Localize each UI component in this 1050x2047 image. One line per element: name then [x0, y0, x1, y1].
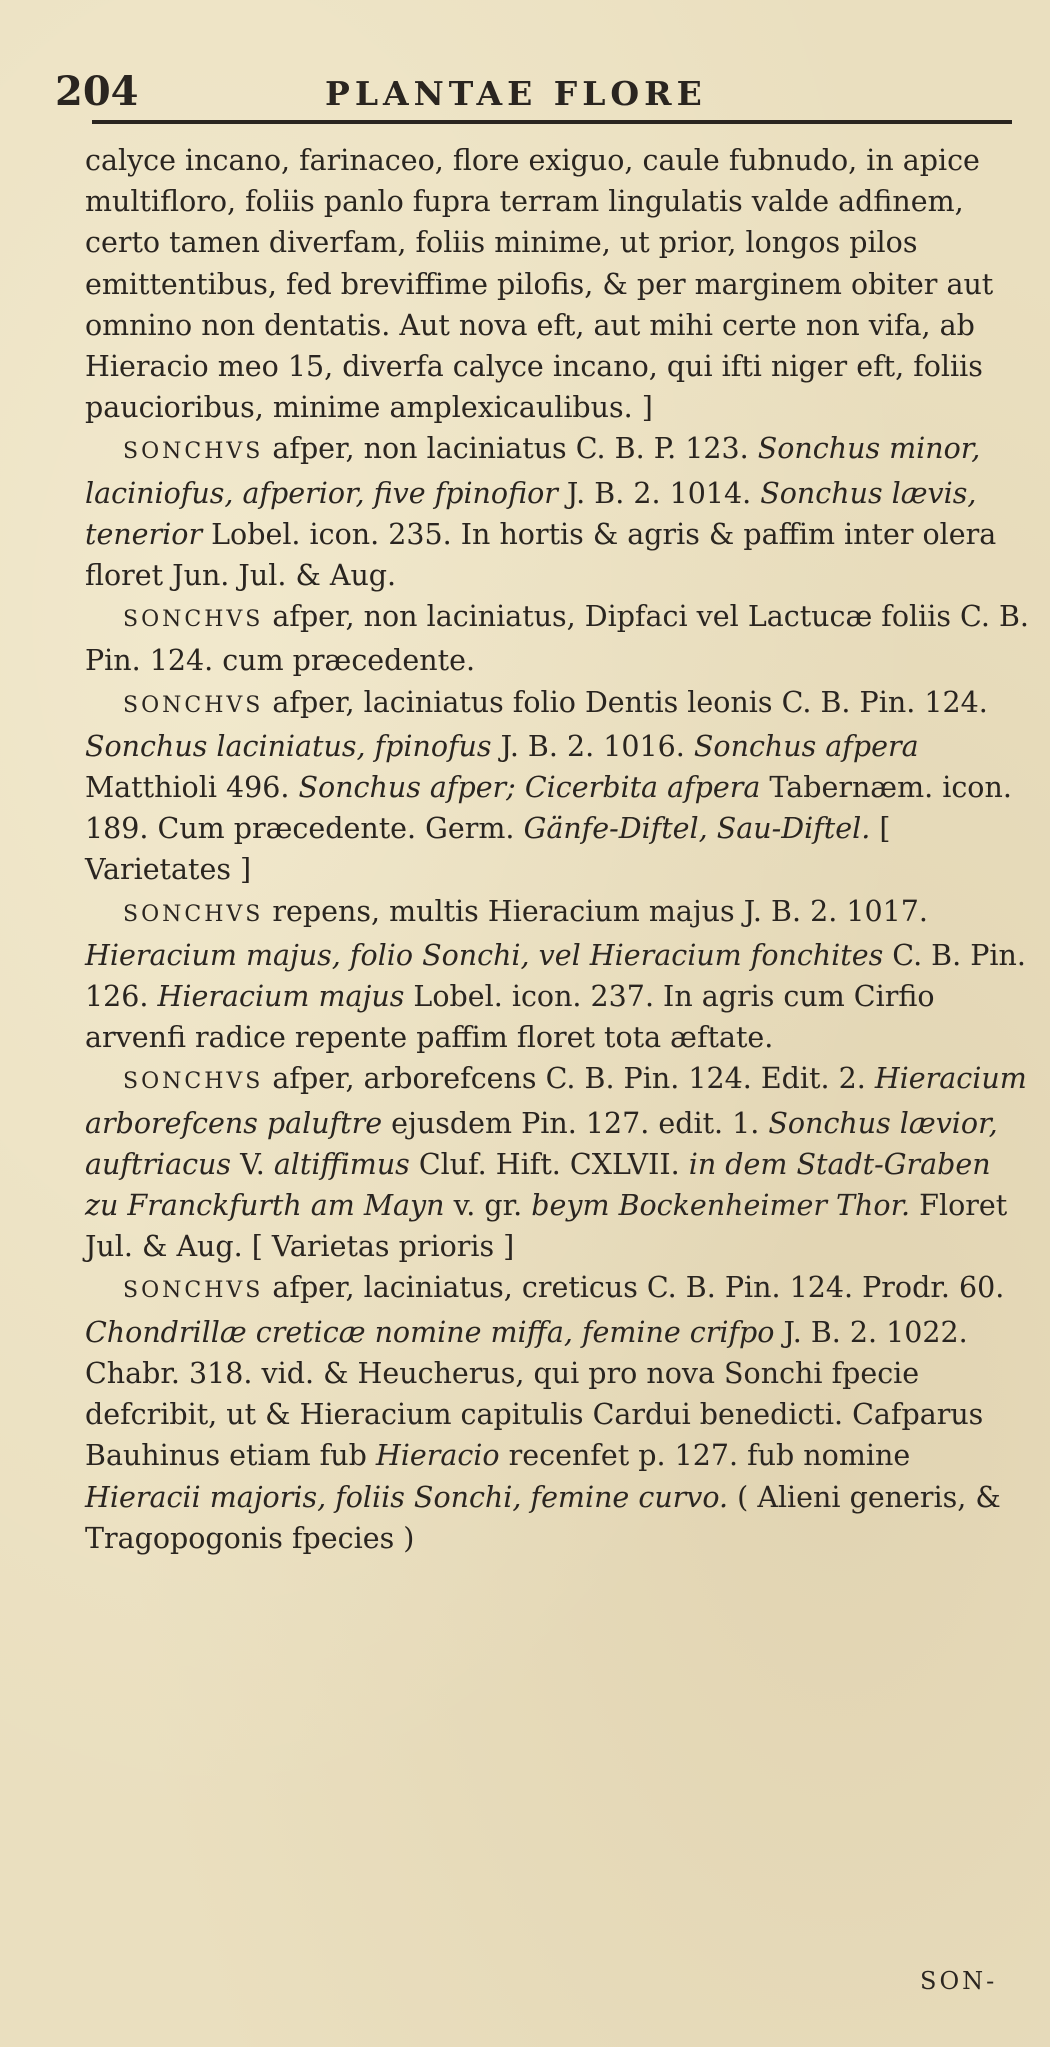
italic-text: Gänfe-Diftel, Sau-Diftel.	[523, 812, 871, 846]
page-body	[85, 140, 1030, 1559]
text-run: ejusdem Pin. 127. edit. 1.	[382, 1106, 769, 1140]
italic-text: Hieracio	[375, 1439, 500, 1473]
text-run: J. B. 2. 1022. Chabr. 318. vid. & Heucherus, qui pro nova Sonchi fpecie defcribit, ut & Hieracium capitulis Cardui benedicti. Cafparus Bauhinus etiam fub	[85, 1315, 984, 1473]
entry-paragraph	[85, 596, 1030, 681]
text-run: [ Varietates ]	[85, 812, 891, 887]
text-run: Matthioli 496.	[85, 771, 299, 805]
italic-text: Chondrillæ creticæ nomine miffa, femine crifpo	[85, 1315, 775, 1349]
text-run: J. B. 2. 1016.	[491, 729, 694, 763]
entry-heading: SONCHVS	[123, 1278, 264, 1304]
text-run: afper, laciniatus, creticus C. B. Pin. 124. Prodr. 60.	[263, 1271, 1005, 1305]
header-rule	[92, 120, 1012, 124]
entry-paragraph	[85, 891, 1030, 1059]
text-run: afper, non laciniatus C. B. P. 123.	[263, 432, 758, 466]
italic-text: Sonchus lævis, tenerior	[85, 476, 977, 551]
italic-text: Hieracium majus, folio Sonchi, vel Hieracium fonchites	[85, 938, 884, 972]
italic-text: in dem Stadt-Graben zu Franckfurth am Mayn	[85, 1147, 991, 1223]
text-run: afper, laciniatus folio Dentis leonis C. B. Pin. 124.	[263, 685, 988, 719]
italic-text: Hieracium arborefcens paluftre	[85, 1062, 1027, 1140]
text-run: Tabernæm. icon. 189. Cum præcedente. Germ.	[85, 771, 1012, 846]
entry-heading: SONCHVS	[123, 901, 264, 927]
entry-heading: SONCHVS	[123, 607, 264, 633]
text-run: V.	[231, 1147, 274, 1181]
page-header	[55, 68, 1015, 118]
italic-text: Hieracium majus	[157, 980, 405, 1014]
italic-text: altiffimus	[273, 1147, 410, 1181]
italic-text: Sonchus afpera	[693, 729, 919, 763]
italic-text: Sonchus minor, laciniofus, afperior, five fpinofior	[85, 432, 981, 510]
italic-text: Sonchus laciniatus, fpinofus	[85, 729, 492, 763]
entry-paragraph	[85, 682, 1030, 891]
entry-heading: SONCHVS	[123, 692, 264, 718]
text-run: J. B. 2. 1014.	[557, 476, 761, 510]
italic-text: Hieracii majoris, foliis Sonchi, femine curvo.	[85, 1480, 729, 1514]
text-run: ( Alieni generis, & Tragopogonis fpecies )	[85, 1480, 1001, 1555]
text-run: calyce incano, farinaceo, flore exiguo, caule fubnudo, in apice multifloro, foliis panlo fupra terram lingulatis valde adfinem, certo tamen diverfam, foliis minime, ut prior, longos pilos emittentibus, fed breviffime pilofis, & per marginem obiter aut omnino non dentatis. Aut nova eft, aut mihi certe non vifa, ab Hieracio meo 15, diverfa calyce incano, qui ifti niger eft, foliis paucioribus, minime amplexicaulibus. ]	[85, 144, 994, 425]
italic-text: Sonchus lævior, auftriacus	[85, 1106, 998, 1181]
page-number: 204	[55, 68, 139, 115]
text-run: v. gr.	[444, 1189, 532, 1223]
text-run: Lobel. icon. 235. In hortis & agris & paffim inter olera floret Jun. Jul. & Aug.	[85, 517, 997, 593]
entry-heading: SONCHVS	[123, 1069, 264, 1095]
text-run: Floret Jul. & Aug. [ Varietas prioris ]	[85, 1189, 1008, 1264]
text-run: afper, arborefcens C. B. Pin. 124. Edit. 2.	[263, 1062, 875, 1096]
italic-text: beym Bockenheimer Thor.	[531, 1189, 911, 1223]
entry-heading: SONCHVS	[123, 439, 264, 465]
text-run: repens, multis Hieracium majus J. B. 2. 1017.	[263, 894, 928, 928]
continued-paragraph	[85, 140, 1030, 428]
text-run: recenfet p. 127. fub nomine	[499, 1439, 911, 1473]
entry-paragraph	[85, 1058, 1030, 1267]
catchword: SON-	[920, 1967, 998, 1995]
entry-paragraph	[85, 428, 1030, 596]
text-run: Lobel. icon. 237. In agris cum Cirfio arvenfi radice repente paffim floret tota æftate.	[85, 980, 935, 1055]
running-head: PLANTAE FLORE	[325, 74, 707, 113]
text-run: Cluf. Hift. CXLVII.	[409, 1147, 689, 1181]
entry-paragraph	[85, 1267, 1030, 1558]
text-run: C. B. Pin. 126.	[85, 938, 1026, 1014]
italic-text: Sonchus afper; Cicerbita afpera	[298, 771, 761, 805]
text-run: afper, non laciniatus, Dipfaci vel Lactucæ foliis C. B. Pin. 124. cum præcedente.	[85, 600, 1029, 678]
